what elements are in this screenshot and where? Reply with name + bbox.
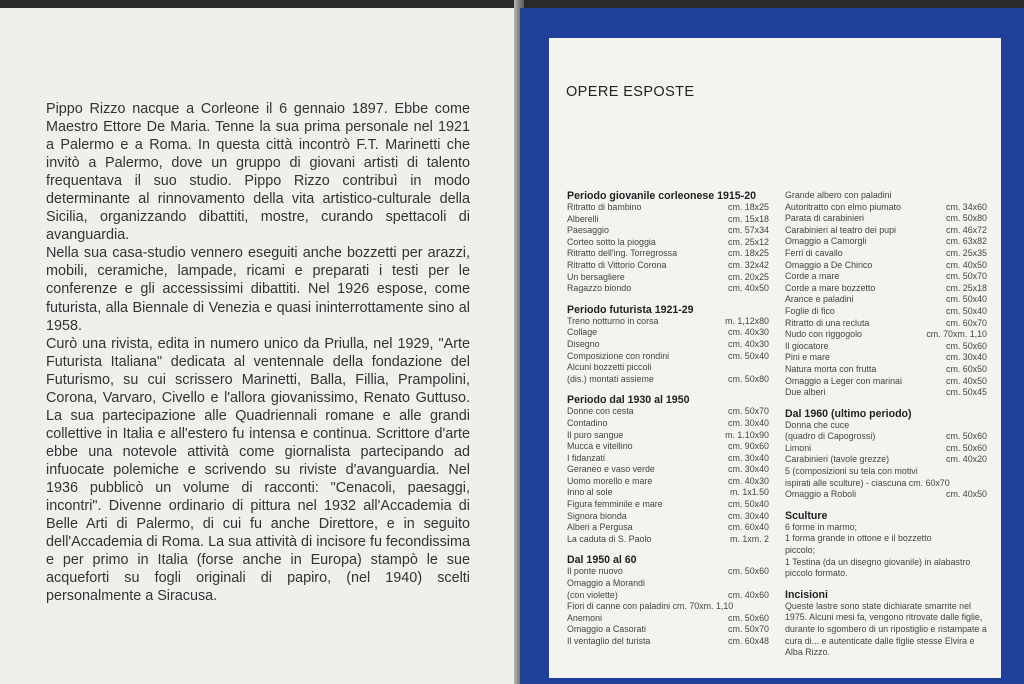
- artwork-title: Geraneo e vaso verde: [567, 464, 655, 475]
- catalog-title: OPERE ESPOSTE: [566, 84, 695, 100]
- catalog-section: [567, 304, 769, 386]
- artwork-row: [567, 566, 769, 578]
- artwork-title: Fiori di canne con paladini cm. 70xm. 1,10: [567, 601, 734, 612]
- artwork-dimensions: cm. 34x60: [946, 201, 987, 212]
- artwork-row: [567, 636, 769, 648]
- artwork-dimensions: cm. 40x30: [728, 338, 769, 349]
- artwork-title: Omaggio a De Chirico: [785, 259, 873, 270]
- artwork-dimensions: cm. 50x60: [946, 431, 987, 442]
- artwork-dimensions: cm. 18x25: [728, 202, 769, 212]
- artwork-row: [567, 418, 769, 430]
- artwork-title: I fidanzati: [567, 452, 605, 463]
- artwork-row: [785, 213, 987, 225]
- artwork-dimensions: [983, 478, 987, 490]
- artwork-dimensions: cm. 60x50: [946, 363, 987, 374]
- artwork-row: [567, 624, 769, 636]
- artwork-row: [785, 294, 987, 306]
- artwork-title: Ritratto di una recluta: [785, 317, 870, 328]
- artwork-dimensions: cm. 40x60: [728, 589, 769, 600]
- artwork-row: [567, 316, 769, 328]
- artwork-row: [785, 466, 987, 478]
- artwork-row: [785, 283, 987, 295]
- catalog-section: [785, 408, 987, 501]
- artwork-row: [785, 271, 987, 283]
- artwork-row: [567, 283, 769, 295]
- artwork-dimensions: cm. 30x40: [946, 352, 987, 363]
- engravings-text: Queste lastre sono state dichiarate smarrite nel 1975. Alcuni mesi fa, vengono ritrovate dalle figlie, durante lo sgombero di un ripostiglio e ristampate a cura di... e autenticate dalle figlie stesse Elvira e Alba Rizzo.: [785, 600, 987, 658]
- artwork-row: [785, 489, 987, 501]
- artwork-row: [567, 406, 769, 418]
- artwork-dimensions: cm. 50x80: [728, 373, 769, 384]
- artwork-dimensions: cm. 50x40: [946, 305, 987, 316]
- artwork-title: Omaggio a Roboli: [785, 489, 857, 500]
- section-title: Periodo futurista 1921-29: [567, 303, 694, 316]
- sculpture-line: 6 forme in marmo;: [785, 521, 858, 532]
- artwork-title: Uomo morello e mare: [567, 475, 653, 486]
- artwork-title: Il giocatore: [785, 340, 829, 351]
- sculpture-line: piccolo;: [785, 545, 816, 556]
- artwork-title: Inno al sole: [567, 487, 613, 498]
- engravings-title: Incisioni: [785, 588, 828, 601]
- artwork-row: [785, 236, 987, 248]
- artwork-dimensions: cm. 50x60: [946, 442, 987, 453]
- artwork-dimensions: cm. 50x40: [728, 350, 769, 361]
- artwork-dimensions: cm. 40x30: [728, 475, 769, 486]
- artwork-title: Anemoni: [567, 612, 603, 623]
- artwork-row: [567, 214, 769, 226]
- artwork-title: Alberi a Pergusa: [567, 522, 633, 533]
- artwork-dimensions: cm. 50x70: [728, 406, 769, 417]
- sculpture-line: 1 forma grande in ottone e il bozzetto: [785, 533, 932, 544]
- artwork-dimensions: cm. 40x20: [946, 454, 987, 465]
- artwork-row: [567, 202, 769, 214]
- sculpture-section: [785, 510, 987, 580]
- artwork-title: Arance e paladini: [785, 294, 854, 305]
- artwork-dimensions: cm. 50x60: [946, 340, 987, 351]
- artwork-row: [785, 225, 987, 237]
- artwork-dimensions: cm. 25x12: [728, 236, 769, 247]
- artwork-dimensions: [983, 190, 987, 202]
- section-title: Periodo dal 1930 al 1950: [567, 394, 690, 407]
- artwork-row: [785, 329, 987, 341]
- artwork-row: [785, 454, 987, 466]
- artwork-title: Alcuni bozzetti piccoli: [567, 362, 652, 373]
- artwork-title: Treno notturno in corsa: [567, 315, 659, 326]
- sculpture-line: 1 Testina (da un disegno giovanile) in alabastro piccolo formato.: [785, 556, 971, 579]
- bio-paragraph-2: Nella sua casa-studio vennero eseguiti anche bozzetti per arazzi, mobili, ceramiche, lampade, ricami e preparati i testi per le conferenze e gli accessissimi dibattiti. Nel 1926 espose, come futurista, alla Biennale di Venezia e quasi ininterrottamente sino al 1958.: [46, 245, 470, 334]
- artwork-title: Limoni: [785, 442, 812, 453]
- artwork-row: [567, 578, 769, 590]
- catalog-section: [567, 394, 769, 545]
- artwork-row: [567, 272, 769, 284]
- artwork-dimensions: cm. 60x70: [946, 317, 987, 328]
- biography-text: [46, 100, 470, 605]
- artwork-title: ispirati alle sculture) - ciascuna cm. 60x70: [785, 477, 950, 488]
- artwork-title: Parata di carabinieri: [785, 213, 864, 224]
- artwork-dimensions: m. 1,12x80: [725, 315, 769, 326]
- artwork-dimensions: cm. 60x48: [728, 636, 769, 646]
- artwork-row: [567, 464, 769, 476]
- artwork-row: [785, 352, 987, 364]
- artwork-row: [567, 441, 769, 453]
- artwork-title: Ragazzo biondo: [567, 283, 632, 294]
- artwork-row: [567, 476, 769, 488]
- artwork-dimensions: m. 1x1.50: [730, 487, 769, 498]
- artwork-dimensions: [983, 420, 987, 432]
- artwork-row: [567, 453, 769, 465]
- artwork-title: Il ponte nuovo: [567, 566, 623, 577]
- artwork-title: Il puro sangue: [567, 429, 624, 440]
- catalog-column-left: [567, 190, 769, 657]
- artwork-dimensions: [765, 601, 769, 613]
- artwork-dimensions: cm. 50x70: [728, 624, 769, 635]
- artwork-dimensions: cm. 46x72: [946, 224, 987, 235]
- artwork-dimensions: cm. 50x60: [728, 612, 769, 623]
- artwork-title: Omaggio a Leger con marinai: [785, 375, 902, 386]
- artwork-dimensions: cm. 40x50: [946, 259, 987, 270]
- artwork-row: [567, 613, 769, 625]
- artwork-title: Ritratto di bambino: [567, 202, 642, 212]
- artwork-row: [567, 374, 769, 386]
- artwork-title: La caduta di S. Paolo: [567, 533, 652, 544]
- artwork-row: [567, 499, 769, 511]
- artwork-row: [785, 341, 987, 353]
- artwork-row: [567, 237, 769, 249]
- artwork-dimensions: cm. 63x82: [946, 236, 987, 247]
- artwork-title: Il ventaglio del turista: [567, 636, 651, 646]
- catalog-section: [567, 190, 769, 295]
- artwork-dimensions: [765, 578, 769, 590]
- artwork-title: Corde a mare: [785, 271, 840, 282]
- artwork-title: Pini e mare: [785, 352, 830, 363]
- artwork-dimensions: cm. 60x40: [728, 522, 769, 533]
- artwork-dimensions: cm. 30x40: [728, 417, 769, 428]
- artwork-row: [567, 522, 769, 534]
- engravings-section: [785, 589, 987, 659]
- catalog-section: [567, 554, 769, 647]
- artwork-dimensions: cm. 18x25: [728, 248, 769, 259]
- artwork-title: (dis.) montati assieme: [567, 373, 654, 384]
- artwork-dimensions: cm. 30x40: [728, 452, 769, 463]
- artwork-row: [567, 351, 769, 363]
- artwork-title: Composizione con rondini: [567, 350, 670, 361]
- artwork-dimensions: cm. 50x60: [728, 566, 769, 577]
- artwork-title: Ritratto di Vittorio Corona: [567, 259, 667, 270]
- artwork-row: [785, 364, 987, 376]
- artwork-dimensions: [983, 466, 987, 478]
- artwork-dimensions: cm. 32x42: [728, 259, 769, 270]
- artwork-title: Natura morta con frutta: [785, 363, 877, 374]
- artwork-row: [785, 306, 987, 318]
- section-title: Dal 1950 al 60: [567, 554, 637, 567]
- artwork-title: Omaggio a Camorgli: [785, 236, 867, 247]
- artwork-row: [567, 362, 769, 374]
- artwork-row: [785, 318, 987, 330]
- artwork-row: [567, 534, 769, 546]
- artwork-dimensions: m. 1xm. 2: [730, 533, 769, 544]
- artwork-dimensions: cm. 20x25: [728, 271, 769, 282]
- artwork-row: [785, 190, 987, 202]
- artwork-dimensions: [765, 362, 769, 374]
- artwork-title: Omaggio a Morandi: [567, 578, 645, 589]
- artwork-dimensions: cm. 40x50: [946, 375, 987, 386]
- artwork-row: [567, 248, 769, 260]
- artwork-title: Contadino: [567, 417, 608, 428]
- catalog-column-right: [785, 190, 987, 668]
- artwork-row: [567, 487, 769, 499]
- artwork-title: Disegno: [567, 338, 600, 349]
- artwork-dimensions: cm. 90x60: [728, 441, 769, 452]
- artwork-title: Carabinieri (tavole grezze): [785, 454, 890, 465]
- artwork-title: Ritratto dell'ing. Torregrossa: [567, 248, 678, 259]
- artwork-title: (quadro di Capogrossi): [785, 431, 876, 442]
- artwork-title: Due alberi: [785, 387, 826, 398]
- artwork-title: Signora bionda: [567, 510, 627, 521]
- artwork-title: Grande albero con paladini: [785, 190, 892, 200]
- artwork-dimensions: cm. 25x18: [946, 282, 987, 293]
- artwork-row: [567, 225, 769, 237]
- artwork-dimensions: cm. 25x35: [946, 247, 987, 258]
- artwork-title: Paesaggio: [567, 225, 609, 236]
- artwork-row: [785, 431, 987, 443]
- artwork-dimensions: cm. 70xm. 1,10: [926, 329, 987, 340]
- artwork-title: 5 (composizioni su tela con motivi: [785, 466, 918, 477]
- artwork-row: [785, 202, 987, 214]
- artwork-dimensions: cm. 30x40: [728, 464, 769, 475]
- artwork-row: [785, 376, 987, 388]
- artwork-dimensions: cm. 40x30: [728, 327, 769, 338]
- section-title: Periodo giovanile corleonese 1915-20: [567, 190, 757, 202]
- artwork-row: [785, 248, 987, 260]
- artwork-dimensions: cm. 50x80: [946, 213, 987, 224]
- bio-paragraph-1: Pippo Rizzo nacque a Corleone il 6 gennaio 1897. Ebbe come Maestro Ettore De Maria. Tenne la sua prima personale nel 1921 a Palermo e a Roma. In questa città incontrò F.T. Marinetti che invitò a Palermo, dove un gruppo di giovani artisti di talento frequentava il suo studio. Pippo Rizzo contribuì in modo determinante al rinnovamento della vita artistico-culturale della Sicilia, organizzando dibattiti, mostre, curando spettacoli di avanguardia.: [46, 101, 470, 244]
- artwork-title: Un bersagliere: [567, 271, 625, 282]
- artwork-title: (con violette): [567, 589, 618, 600]
- artwork-row: [567, 327, 769, 339]
- artwork-row: [567, 511, 769, 523]
- artwork-title: Autoritratto con elmo piumato: [785, 201, 901, 212]
- artwork-dimensions: cm. 40x50: [728, 283, 769, 294]
- artwork-row: [785, 420, 987, 432]
- artwork-row: [785, 387, 987, 399]
- artwork-dimensions: cm. 50x40: [946, 294, 987, 305]
- artwork-row: [567, 601, 769, 613]
- artwork-row: [567, 590, 769, 602]
- artwork-dimensions: m. 1.10x90: [725, 429, 769, 440]
- artwork-title: Corde a mare bozzetto: [785, 282, 876, 293]
- artwork-dimensions: cm. 50x45: [946, 387, 987, 398]
- artwork-dimensions: cm. 57x34: [728, 225, 769, 236]
- artwork-row: [567, 430, 769, 442]
- artwork-dimensions: cm. 30x40: [728, 510, 769, 521]
- artwork-row: [567, 339, 769, 351]
- artwork-title: Figura femminile e mare: [567, 499, 663, 510]
- artwork-dimensions: cm. 40x50: [946, 489, 987, 500]
- artwork-title: Corteo sotto la pioggia: [567, 236, 656, 247]
- catalog-section: [785, 190, 987, 399]
- artwork-dimensions: cm. 50x70: [946, 271, 987, 282]
- artwork-row: [567, 260, 769, 272]
- artwork-title: Donne con cesta: [567, 406, 634, 417]
- artwork-title: Omaggio a Casorati: [567, 624, 646, 635]
- artwork-dimensions: cm. 15x18: [728, 213, 769, 224]
- artwork-title: Donna che cuce: [785, 419, 850, 430]
- artwork-row: [785, 443, 987, 455]
- section-title: Dal 1960 (ultimo periodo): [785, 407, 912, 420]
- artwork-dimensions: cm. 50x40: [728, 499, 769, 510]
- bio-paragraph-3: Curò una rivista, edita in numero unico da Priulla, nel 1929, "Arte Futurista Italiana" dedicata al ventennale della fondazione del Futurismo, su cui scrissero Marinetti, Balla, Fillia, Prampolini, Corona, Varvaro, Civello e l'allora giovanissimo, Renato Guttuso. La sua partecipazione alle Quadriennali romane e alle grandi collettive in Italia e all'estero fu intensa e continua. Scrittore d'arte ebbe una notevole attività come giornalista partecipando ad infuocate polemiche e scrivendo su riviste d'avanguardia. Nel 1936 pubblicò un volume di racconti: "Cenacoli, paesaggi, incontri". Divenne ordinario di pittura nel 1932 all'Accademia di Belle Arti di Palermo, di cui fu anche Direttore, e in seguito dell'Accademia di Roma. La sua attività di incisore fu fecondissima e per primo in Italia (forse anche in Europa) stampò le sue acqueforti su fogli originali di papiro, (nel 1940) scelti personalmente a Siracusa.: [46, 335, 470, 605]
- artwork-title: Alberelli: [567, 213, 599, 224]
- artwork-title: Carabinieri al teatro dei pupi: [785, 224, 897, 235]
- sculpture-title: Sculture: [785, 509, 828, 522]
- artwork-title: Mucca e vitellino: [567, 441, 633, 452]
- artwork-title: Ferri di cavallo: [785, 247, 843, 258]
- artwork-row: [785, 260, 987, 272]
- artwork-title: Nudo con riggogolo: [785, 329, 862, 340]
- artwork-title: Collage: [567, 327, 598, 338]
- artwork-title: Foglie di fico: [785, 305, 835, 316]
- artwork-row: [785, 478, 987, 490]
